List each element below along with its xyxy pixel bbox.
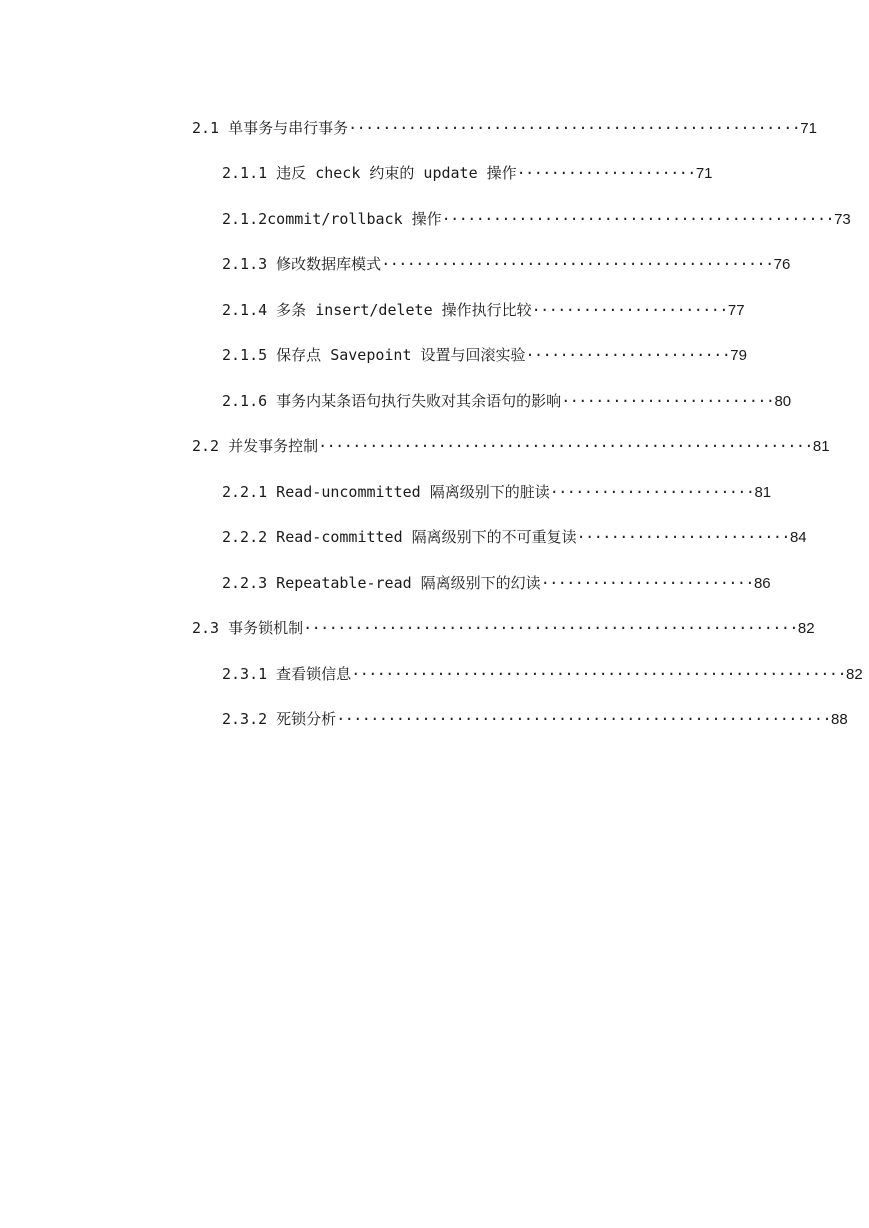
toc-entry-title: 2.2.1 Read-uncommitted 隔离级别下的脏读 xyxy=(222,483,550,501)
toc-entry-title: 2.2 并发事务控制 xyxy=(192,437,319,455)
toc-entry-title: 2.1.3 修改数据库模式 xyxy=(222,255,382,273)
toc-entry-title: 2.3 事务锁机制 xyxy=(192,619,304,637)
toc-entry-leader: ·············································· xyxy=(381,255,774,273)
toc-entry-page: 82 xyxy=(797,620,815,637)
toc-entry-leader: ·············································· xyxy=(441,210,835,228)
toc-entry-title: 2.2.3 Repeatable-read 隔离级别下的幻读 xyxy=(222,574,541,592)
toc-entry-2-1-4 xyxy=(222,300,745,320)
toc-entry-title: 2.1.4 多条 insert/delete 操作执行比较 xyxy=(222,301,532,319)
toc-entry-2-1-2 xyxy=(222,209,851,229)
toc-entry-2-2-3 xyxy=(222,573,771,593)
toc-entry-2-3-2 xyxy=(222,709,848,729)
toc-entry-page: 79 xyxy=(730,347,747,364)
toc-entry-leader: ·························································· xyxy=(336,710,831,728)
toc-entry-leader: ························· xyxy=(540,574,754,592)
toc-entry-2-1 xyxy=(192,118,817,138)
toc-entry-2-1-1 xyxy=(222,163,713,183)
toc-entry-leader: ····················································· xyxy=(348,119,801,137)
toc-entry-page: 71 xyxy=(695,165,713,182)
toc-entry-page: 81 xyxy=(812,438,830,455)
toc-entry-page: 84 xyxy=(789,529,807,546)
toc-entry-title: 2.3.1 查看锁信息 xyxy=(222,665,352,683)
toc-entry-leader: ························· xyxy=(576,528,790,546)
toc-entry-2-1-3 xyxy=(222,254,790,274)
toc-entry-title: 2.3.2 死锁分析 xyxy=(222,710,337,728)
toc-entry-2-1-5 xyxy=(222,345,747,365)
toc-entry-title: 2.1.6 事务内某条语句执行失败对其余语句的影响 xyxy=(222,392,562,410)
toc-entry-page: 86 xyxy=(753,575,771,592)
toc-entry-title: 2.1 单事务与串行事务 xyxy=(192,119,349,137)
toc-entry-leader: ······················· xyxy=(531,301,728,319)
toc-entry-page: 73 xyxy=(834,211,851,228)
toc-entry-page: 77 xyxy=(727,302,745,319)
toc-entry-title: 2.1.2commit/rollback 操作 xyxy=(222,210,442,228)
toc-entry-leader: ·························································· xyxy=(351,665,846,683)
toc-entry-page: 82 xyxy=(845,666,863,683)
toc-entry-page: 81 xyxy=(754,484,772,501)
toc-entry-title: 2.1.5 保存点 Savepoint 设置与回滚实验 xyxy=(222,346,526,364)
toc-entry-page: 71 xyxy=(800,120,817,137)
toc-entry-page: 76 xyxy=(773,256,791,273)
toc-entry-2-1-6 xyxy=(222,391,791,411)
toc-entry-title: 2.2.2 Read-committed 隔离级别下的不可重复读 xyxy=(222,528,577,546)
toc-entry-leader: ·························································· xyxy=(318,437,813,455)
toc-entry-2-2-1 xyxy=(222,482,771,502)
toc-entry-leader: ····················· xyxy=(516,164,696,182)
toc-entry-2-2-2 xyxy=(222,527,807,547)
toc-entry-2-2 xyxy=(192,436,830,456)
toc-entry-leader: ·························································· xyxy=(303,619,798,637)
toc-entry-2-3 xyxy=(192,618,815,638)
toc-entry-page: 80 xyxy=(774,393,792,410)
toc-entry-leader: ························· xyxy=(561,392,775,410)
toc-entry-leader: ························ xyxy=(549,483,755,501)
toc-entry-leader: ························ xyxy=(525,346,731,364)
toc-entry-page: 88 xyxy=(830,711,848,728)
toc-entry-2-3-1 xyxy=(222,664,863,684)
toc-entry-title: 2.1.1 违反 check 约束的 update 操作 xyxy=(222,164,517,182)
